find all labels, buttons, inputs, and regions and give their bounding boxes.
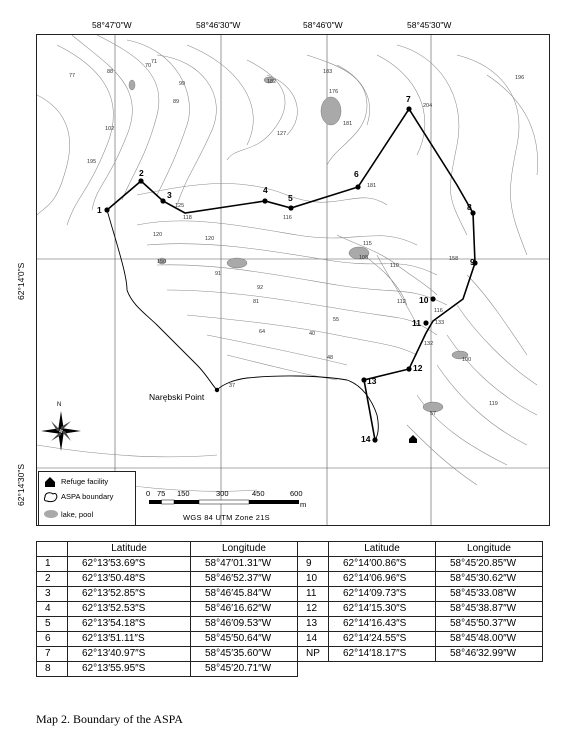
refuge-facility-icon xyxy=(409,435,417,443)
header-longitude-right: Longitude xyxy=(436,542,543,557)
svg-text:64: 64 xyxy=(259,329,266,335)
boundary-point-4 xyxy=(262,198,267,203)
svg-text:150: 150 xyxy=(157,259,167,265)
table-row: 1 62°13′53.69″S 58°47′01.31″W 9 62°14′00.86″S 58°45′20.85″W xyxy=(37,557,543,572)
table-row: 2 62°13′50.48″S 58°46′52.37″W 10 62°14′06.96″S 58°45′30.62″W xyxy=(37,572,543,587)
svg-text:99: 99 xyxy=(179,81,186,87)
svg-text:70: 70 xyxy=(145,63,152,69)
map-panel xyxy=(36,34,550,526)
graticule xyxy=(37,35,549,525)
latitude-label-1: 62°14'0"S xyxy=(16,262,26,300)
scale-bar xyxy=(149,498,309,508)
svg-text:40: 40 xyxy=(309,331,316,337)
map-caption: Map 2. Boundary of the ASPA xyxy=(36,712,183,726)
svg-text:182: 182 xyxy=(267,79,277,85)
point-label-3: 3 xyxy=(167,190,172,200)
map-canvas xyxy=(37,35,549,525)
boundary-point-2 xyxy=(138,178,143,183)
point-label-1: 1 xyxy=(97,205,102,215)
svg-text:132: 132 xyxy=(424,341,434,347)
svg-text:89: 89 xyxy=(173,99,180,105)
north-label: N xyxy=(57,402,62,408)
point-label-11: 11 xyxy=(412,318,421,328)
table-row: 7 62°13′40.97″S 58°45′35.60″W NP 62°14′18.17″S 58°46′32.99″W xyxy=(37,647,543,662)
boundary-legend-icon xyxy=(43,491,59,503)
point-label-7: 7 xyxy=(406,94,411,104)
svg-text:57: 57 xyxy=(430,411,437,417)
point-label-13: 13 xyxy=(367,376,377,386)
point-label-5: 5 xyxy=(288,193,293,203)
header-latitude-right: Latitude xyxy=(329,542,436,557)
lake-legend-icon xyxy=(43,509,59,519)
table-row: 4 62°13′52.53″S 58°46′16.62″W 12 62°14′15.30″S 58°45′38.87″W xyxy=(37,602,543,617)
scale-unit: m xyxy=(300,500,307,509)
table-row: 3 62°13′52.85″S 58°46′45.84″W 11 62°14′09.73″S 58°45′33.08″W xyxy=(37,587,543,602)
svg-text:158: 158 xyxy=(449,256,459,262)
svg-text:116: 116 xyxy=(283,215,292,221)
svg-text:120: 120 xyxy=(205,236,215,242)
legend-refuge-label: Refuge facility xyxy=(61,477,109,486)
map-legend xyxy=(38,471,136,526)
scale-crs-label: WGS 84 UTM Zone 21S xyxy=(183,513,270,522)
legend-boundary-label: ASPA boundary xyxy=(61,492,114,501)
svg-text:118: 118 xyxy=(183,215,192,221)
contour-lines xyxy=(37,35,538,491)
boundary-point-14 xyxy=(372,437,377,442)
point-label-6: 6 xyxy=(354,169,359,179)
boundary-point-3 xyxy=(160,198,165,203)
svg-text:183: 183 xyxy=(323,69,333,75)
point-label-4: 4 xyxy=(263,185,268,195)
table-header-row xyxy=(37,542,543,557)
place-label-narebski-point: Narębski Point xyxy=(149,392,205,402)
boundary-point-1 xyxy=(104,207,109,212)
header-blank-right xyxy=(298,542,329,557)
svg-text:196: 196 xyxy=(515,75,525,81)
point-label-8: 8 xyxy=(467,202,472,212)
svg-text:77: 77 xyxy=(69,73,76,79)
boundary-point-7 xyxy=(406,106,411,111)
point-label-10: 10 xyxy=(419,295,429,305)
svg-text:133: 133 xyxy=(435,320,445,326)
scale-tick-150: 150 xyxy=(177,489,190,498)
lakes xyxy=(129,77,468,412)
header-blank-left xyxy=(37,542,68,557)
svg-text:115: 115 xyxy=(363,241,372,247)
point-label-12: 12 xyxy=(413,363,423,373)
scale-tick-450: 450 xyxy=(252,489,265,498)
svg-text:110: 110 xyxy=(390,263,399,269)
boundary-point-5 xyxy=(288,205,293,210)
boundary-point-10 xyxy=(430,296,435,301)
svg-text:81: 81 xyxy=(253,299,260,305)
svg-text:102: 102 xyxy=(105,126,115,132)
coordinate-table xyxy=(36,541,543,677)
svg-text:71: 71 xyxy=(151,59,158,65)
legend-lake-label: lake, pool xyxy=(61,510,94,519)
boundary-point-11 xyxy=(423,320,428,325)
svg-text:125: 125 xyxy=(175,203,185,209)
longitude-label-2: 58°46'30"W xyxy=(196,20,241,30)
longitude-label-4: 58°45'30"W xyxy=(407,20,452,30)
scale-tick-300: 300 xyxy=(216,489,229,498)
svg-text:112: 112 xyxy=(397,299,406,305)
svg-text:195: 195 xyxy=(87,159,97,165)
point-label-14: 14 xyxy=(361,434,371,444)
latitude-label-2: 62°14'30"S xyxy=(16,463,26,506)
svg-text:92: 92 xyxy=(257,285,264,291)
svg-text:55: 55 xyxy=(333,317,340,323)
scale-tick-75: 75 xyxy=(157,489,166,498)
svg-text:37: 37 xyxy=(229,383,236,389)
svg-text:181: 181 xyxy=(343,121,353,127)
table-row: 6 62°13′51.11″S 58°45′50.64″W 14 62°14′24.55″S 58°45′48.00″W xyxy=(37,632,543,647)
narebski-point-marker xyxy=(215,388,219,392)
svg-text:120: 120 xyxy=(153,232,163,238)
point-label-2: 2 xyxy=(139,168,144,178)
point-label-9: 9 xyxy=(470,257,475,267)
boundary-point-12 xyxy=(406,366,411,371)
north-arrow-icon xyxy=(41,402,81,451)
table-row: 8 62°13′55.95″S 58°45′20.71″W xyxy=(37,662,543,677)
scale-tick-0: 0 xyxy=(146,489,151,498)
svg-text:88: 88 xyxy=(107,69,114,75)
svg-text:116: 116 xyxy=(434,308,443,314)
svg-text:204: 204 xyxy=(423,103,433,109)
longitude-label-3: 58°46'0"W xyxy=(303,20,343,30)
longitude-label-1: 58°47'0"W xyxy=(92,20,132,30)
svg-text:48: 48 xyxy=(327,355,334,361)
aspa-boundary-line xyxy=(107,109,475,440)
table-row: 5 62°13′54.18″S 58°46′09.53″W 13 62°14′16.43″S 58°45′50.37″W xyxy=(37,617,543,632)
header-latitude-left: Latitude xyxy=(68,542,191,557)
elevation-labels xyxy=(69,59,524,417)
scale-tick-600: 600 xyxy=(290,489,303,498)
coastline xyxy=(107,210,378,440)
svg-text:100: 100 xyxy=(462,357,472,363)
boundary-point-13 xyxy=(361,377,366,382)
refuge-legend-icon xyxy=(44,477,56,487)
svg-text:119: 119 xyxy=(489,401,498,407)
svg-text:127: 127 xyxy=(277,131,287,137)
svg-text:91: 91 xyxy=(215,271,222,277)
svg-text:108: 108 xyxy=(359,255,369,261)
svg-text:181: 181 xyxy=(367,183,377,189)
boundary-point-6 xyxy=(355,184,360,189)
svg-text:176: 176 xyxy=(329,89,339,95)
header-longitude-left: Longitude xyxy=(191,542,298,557)
